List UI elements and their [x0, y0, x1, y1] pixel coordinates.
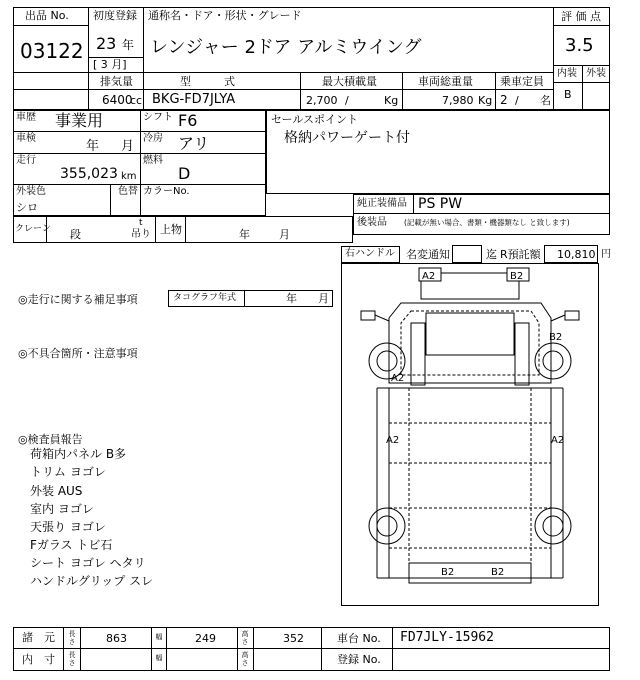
max-load-slash: / — [345, 94, 349, 107]
dims-label: 諸 元 — [22, 631, 55, 644]
driving-notes-label: ◎走行に関する補足事項 — [18, 293, 138, 306]
width-value: 249 — [195, 632, 216, 645]
damage-mark: A2 — [422, 271, 436, 282]
first-reg-label: 初度登録 — [93, 9, 137, 22]
inner-height-label: 高さ — [241, 651, 249, 667]
width-label: 幅 — [155, 633, 163, 641]
aftermarket-label: 後装品 — [357, 217, 387, 228]
damage-mark: A2 — [386, 435, 400, 446]
mileage-value: 355,023 — [60, 166, 118, 182]
reg-no-label: 登録 No. — [337, 653, 381, 666]
displacement-value: 6400 — [102, 93, 133, 107]
name-change-box — [452, 245, 482, 263]
inspector-label: ◎検査員報告 — [18, 433, 83, 446]
shift-value: F6 — [178, 111, 198, 130]
crane-stage: 段 — [70, 228, 81, 241]
crane-label: クレーン — [15, 224, 51, 234]
r-mileage-unit: 円 — [601, 249, 611, 260]
r-mileage-prefix: 迄 — [486, 248, 497, 261]
mileage-label: 走行 — [16, 155, 36, 166]
tacho-year: 年 — [286, 292, 297, 305]
footer-frame — [13, 627, 610, 671]
first-reg-year: 23 — [96, 34, 117, 53]
inspector-item: 荷箱内パネル B多 — [30, 447, 127, 461]
genuine-value: PS PW — [418, 196, 463, 212]
shift-label: シフト — [143, 112, 173, 123]
damage-mark: A2 — [391, 373, 405, 384]
inspection-year-unit: 年 — [86, 139, 100, 154]
mounted-month: 月 — [279, 228, 290, 241]
capacity-slash: / — [515, 94, 519, 107]
color-no-label: 色替 — [118, 186, 138, 197]
interior-grade: B — [564, 88, 572, 101]
capacity-value: 2 — [500, 93, 508, 107]
vin-value: FD7JLY-15962 — [400, 630, 494, 645]
displacement-unit: cc — [130, 94, 143, 107]
height-value: 352 — [283, 632, 304, 645]
tacho-month: 月 — [318, 292, 329, 305]
length-label: 長さ — [68, 630, 76, 646]
model-name: レンジャー 2ドア アルミウイング — [150, 37, 422, 58]
ac-value: アリ — [178, 134, 210, 153]
mounted-year: 年 — [239, 228, 250, 241]
defects-label: ◎不具合箇所・注意事項 — [18, 347, 138, 360]
lot-no: 03122 — [20, 39, 84, 63]
inspector-item: トリム ヨゴレ — [30, 465, 106, 479]
lot-no-label: 出品 No. — [25, 9, 69, 22]
truck-diagram — [341, 263, 599, 606]
model-code: BKG-FD7JLYA — [152, 92, 236, 107]
genuine-label: 純正装備品 — [357, 198, 407, 209]
mounted-label: 上物 — [160, 223, 182, 236]
max-load-value: 2,700 — [306, 94, 338, 107]
damage-mark: B2 — [510, 271, 524, 282]
inspector-item: 室内 ヨゴレ — [30, 502, 94, 516]
displacement-label: 排気量 — [100, 75, 133, 88]
model-name-label: 通称名・ドア・形状・グレード — [148, 9, 302, 22]
right-handle: 右ハンドル — [345, 248, 395, 259]
rating: 3.5 — [565, 35, 594, 56]
color-no-code-label: カラーNo. — [143, 186, 190, 197]
vin-label: 車台 No. — [337, 632, 381, 645]
damage-mark: B2 — [441, 567, 455, 578]
gross-weight-label: 車両総重量 — [418, 75, 473, 88]
sales-points-text: 格納パワーゲート付 — [284, 130, 410, 146]
inspector-item: 天張り ヨゴレ — [30, 520, 106, 534]
tachograph-label: タコグラフ年式 — [173, 293, 237, 303]
exterior-label: 外装 — [586, 68, 606, 79]
rating-label: 評 価 点 — [561, 10, 601, 23]
exterior-color-value: シロ — [16, 201, 38, 214]
model-code-label: 型 式 — [180, 75, 235, 88]
r-mileage-value: 10,810 — [557, 248, 596, 261]
exterior-color-label: 外装色 — [16, 186, 46, 197]
gross-weight-unit: Kg — [478, 94, 493, 107]
ac-label: 冷房 — [143, 133, 163, 144]
capacity-unit: 名 — [540, 94, 551, 107]
max-load-unit: Kg — [384, 94, 399, 107]
max-load-label: 最大積載量 — [322, 75, 377, 88]
damage-mark: B2 — [549, 332, 563, 343]
damage-mark: A2 — [551, 435, 565, 446]
inner-length-label: 長さ — [68, 651, 76, 667]
name-change-label: 名変通知 — [406, 248, 450, 261]
crane-ton-top: t — [139, 218, 143, 228]
r-mileage-label: R預託額 — [500, 248, 541, 261]
first-reg-month: [ 3 月] — [93, 58, 127, 71]
fuel-value: D — [178, 164, 191, 183]
damage-mark: B2 — [491, 567, 505, 578]
inspector-item: シート ヨゴレ ヘタリ — [30, 556, 146, 570]
inner-label: 内 寸 — [22, 653, 55, 666]
capacity-label: 乗車定員 — [500, 75, 544, 88]
fuel-label: 燃料 — [143, 155, 163, 166]
interior-label: 内装 — [557, 68, 577, 79]
length-value: 863 — [106, 632, 127, 645]
history-value: 事業用 — [55, 111, 104, 130]
inspector-item: 外装 AUS — [30, 484, 83, 498]
inspection-label: 車検 — [16, 133, 36, 144]
inspection-month-unit: 月 — [121, 139, 135, 154]
mileage-unit: km — [121, 171, 137, 182]
sales-points-label: セールスポイント — [271, 113, 359, 126]
first-reg-year-unit: 年 — [122, 38, 135, 52]
crane-ton-label: 吊り — [131, 229, 151, 240]
inspector-item: ハンドルグリップ スレ — [30, 574, 154, 588]
aftermarket-note: (記載が無い場合、書類・機器類なし と致します) — [404, 218, 570, 227]
height-label: 高さ — [241, 630, 249, 646]
gross-weight-value: 7,980 — [442, 94, 474, 107]
inner-width-label: 幅 — [155, 654, 163, 662]
crane-row — [13, 216, 353, 243]
history-label: 車歴 — [16, 112, 36, 123]
inspector-item: Fガラス トビ石 — [30, 538, 113, 552]
